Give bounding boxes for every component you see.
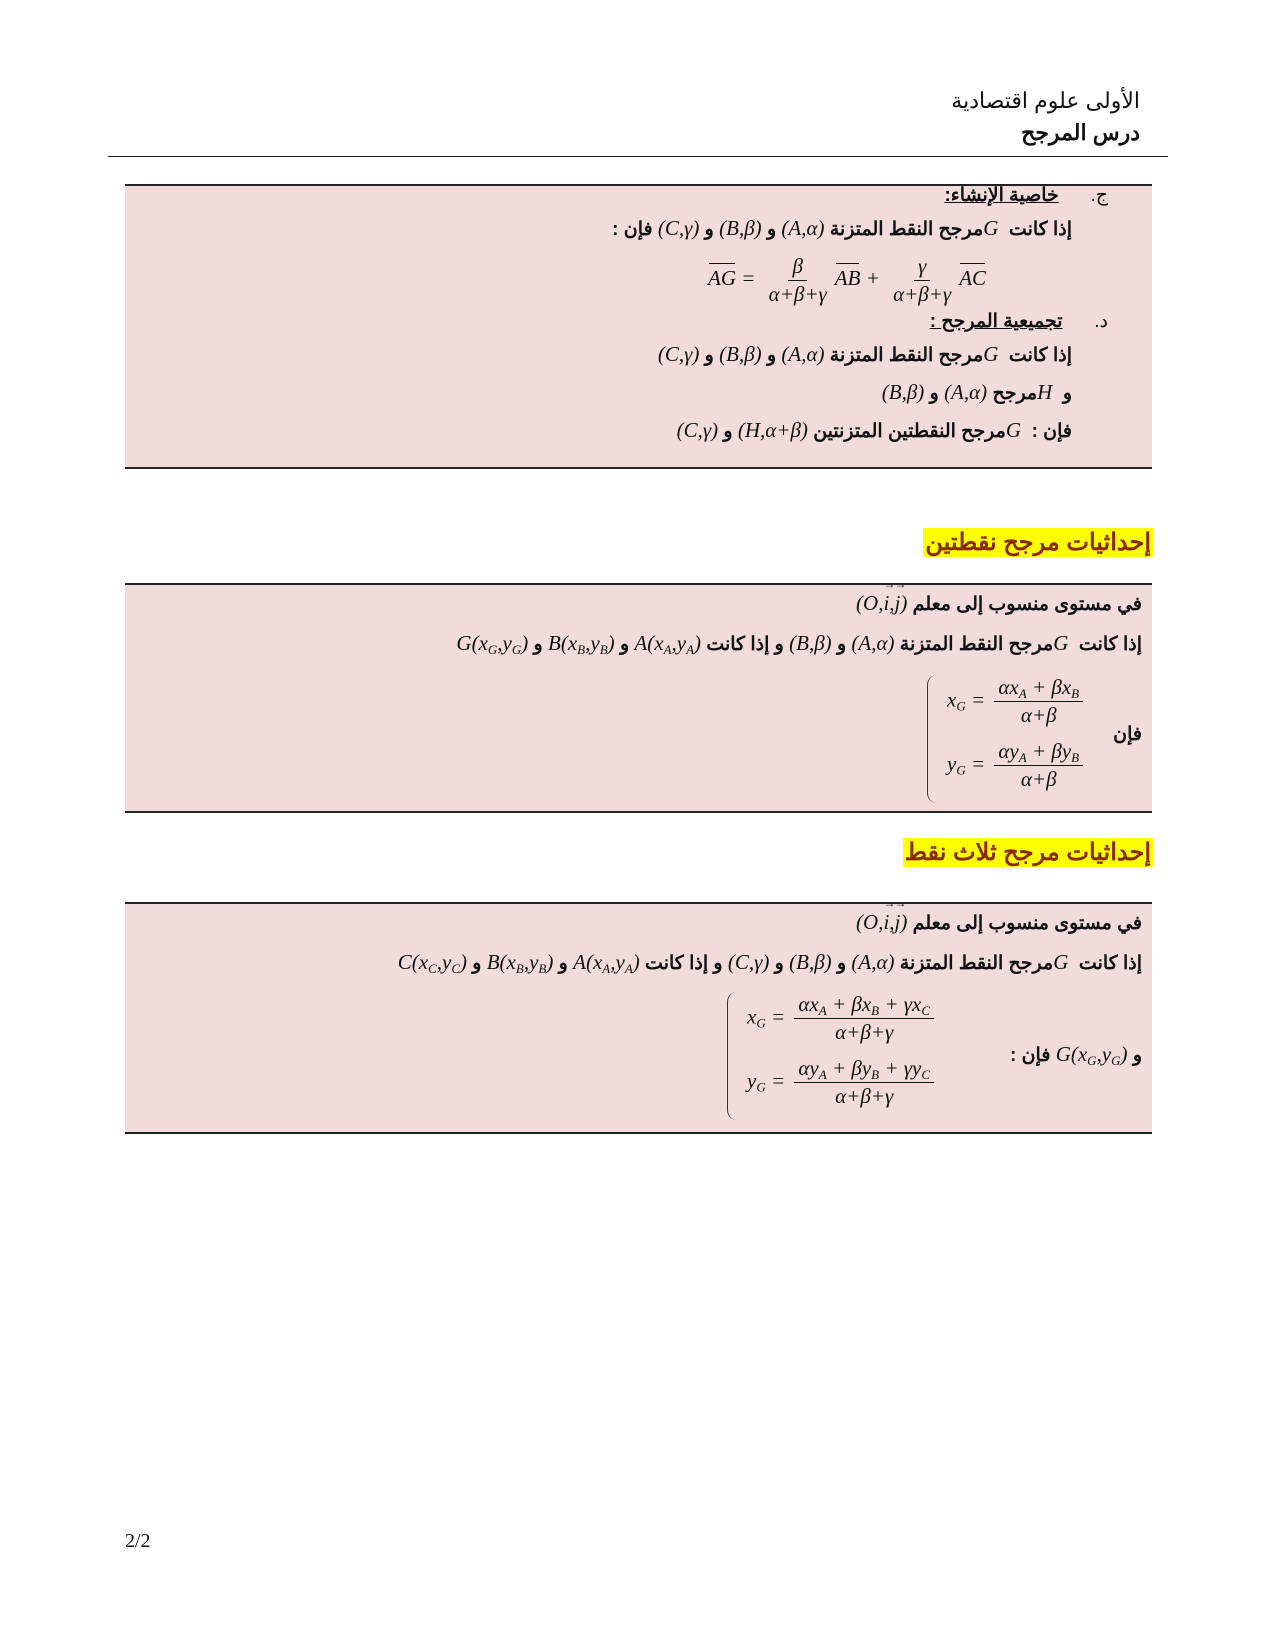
left-brace: [927, 675, 940, 803]
page-number: 2/2: [125, 1530, 151, 1552]
frame-statement-3: في مستوى منسوب إلى معلم (O,→ i,→ j): [856, 910, 1142, 935]
three-points-system: [727, 992, 967, 1122]
associativity-statement-1: إذا كانت G مرجح النقط المتزنة (A,α) و (B,β) و (C,γ): [657, 342, 1072, 366]
section-two-points-title: إحداثيات مرجح نقطتين: [925, 529, 1151, 556]
xg-formula-3: $x_G$ = $\frac{\alpha x_A + \beta x_B + \gamma x_C}{\alpha+\beta+\gamma}$: [747, 992, 938, 1045]
three-points-hypothesis: إذا كانت G مرجح النقط المتزنة (A,α) و (B,β) و (C,γ) و إذا كانت $A(x_A,y_A)$ و $B(x_B,y_B)$ و $C(x_C,y_C)$: [397, 950, 1142, 976]
construction-formula: AG = $\frac{\beta}{\alpha+\beta+\gamma}$ AB + $\frac{\gamma}{\alpha+\beta+\gamma}$ AC: [708, 254, 987, 306]
three-points-box: [125, 902, 1152, 1134]
two-points-box: [125, 583, 1152, 813]
frame-statement: في مستوى منسوب إلى معلم (O,→ i,→ j): [856, 591, 1142, 616]
item-d-heading: [930, 310, 1108, 333]
associativity-statement-2: و H مرجح (A,α) و (B,β): [881, 380, 1072, 404]
yg-formula-3: $y_G$ = $\frac{\alpha y_A + \beta y_B + \gamma y_C}{\alpha+\beta+\gamma}$: [747, 1056, 938, 1109]
yg-formula: $y_G$ = $\frac{\alpha y_A + \beta y_B}{\alpha+\beta}$: [947, 739, 1087, 792]
two-points-then: فإن: [1113, 724, 1142, 745]
construction-statement: إذا كانت G مرجح النقط المتزنة (A,α) و (B,β) و (C,γ) فإن :: [612, 216, 1072, 240]
item-c-heading: [944, 184, 1108, 207]
three-points-then: و $G(x_G,y_G)$ فإن :: [1009, 1042, 1142, 1068]
two-points-system: [927, 675, 1107, 803]
section-three-points-title: إحداثيات مرجح ثلاث نقط: [904, 839, 1151, 866]
item-c-title: خاصية الإنشاء:: [944, 185, 1059, 206]
two-points-hypothesis: إذا كانت G مرجح النقط المتزنة (A,α) و (B,β) و إذا كانت $A(x_A,y_A)$ و $B(x_B,y_B)$ و $G(x_G,y_G)$: [456, 631, 1142, 657]
course-level: الأولى علوم اقتصادية: [951, 88, 1140, 113]
left-brace: [727, 992, 740, 1120]
header-divider: [108, 156, 1168, 157]
item-d-title: تجميعية المرجح :: [929, 311, 1063, 332]
item-d-letter: د.: [1094, 311, 1108, 332]
xg-formula: $x_G$ = $\frac{\alpha x_A + \beta x_B}{\alpha+\beta}$: [947, 675, 1087, 728]
properties-box: [125, 184, 1152, 469]
lesson-title: درس المرجح: [1021, 120, 1140, 145]
associativity-conclusion: فإن : G مرجح النقطتين المتزنتين (H,α+β) و (C,γ): [676, 418, 1072, 442]
item-c-letter: ج.: [1090, 185, 1108, 206]
